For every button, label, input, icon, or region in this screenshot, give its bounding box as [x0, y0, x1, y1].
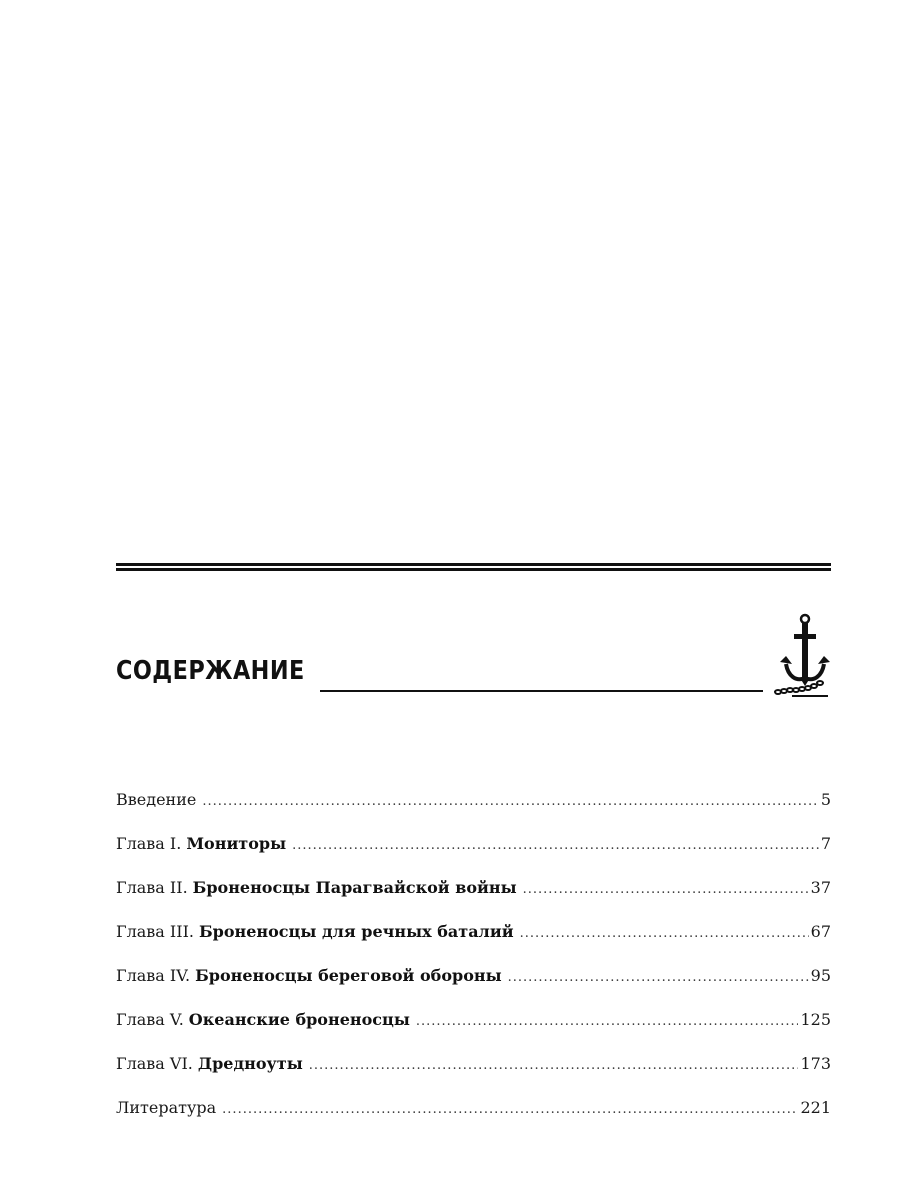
page-title: СОДЕРЖАНИЕ — [116, 656, 305, 686]
toc-page-number: 95 — [810, 966, 831, 985]
dot-leader — [520, 926, 809, 941]
toc-chapter-title: Броненосцы Парагвайской войны — [192, 878, 517, 897]
toc-chapter-title: Броненосцы для речных баталий — [198, 922, 514, 941]
toc-entry-chapter-6[interactable] — [116, 1054, 831, 1098]
toc-chapter-label: Глава III. — [116, 922, 194, 941]
toc-entry-chapter-2[interactable] — [116, 878, 831, 922]
toc-entry-chapter-4[interactable] — [116, 966, 831, 1010]
toc-entry-introduction[interactable] — [116, 790, 831, 834]
toc-chapter-label: Глава VI. — [116, 1054, 193, 1073]
dot-leader — [416, 1014, 799, 1029]
anchor-icon — [772, 612, 834, 704]
dot-leader — [202, 794, 818, 809]
toc-chapter-title: Мониторы — [186, 834, 287, 853]
dot-leader — [292, 838, 819, 853]
toc-page-number: 7 — [820, 834, 831, 853]
dot-leader — [508, 970, 809, 985]
toc-chapter-title: Океанские броненосцы — [188, 1010, 410, 1029]
toc-chapter-label: Глава V. — [116, 1010, 184, 1029]
toc-chapter-label: Введение — [116, 790, 197, 809]
toc-chapter-title: Дредноуты — [197, 1054, 303, 1073]
toc-entry-chapter-1[interactable] — [116, 834, 831, 878]
toc-page-number: 173 — [800, 1054, 831, 1073]
toc-page-number: 221 — [800, 1098, 831, 1117]
toc-page-number: 67 — [810, 922, 831, 941]
toc-entry-literature[interactable] — [116, 1098, 831, 1142]
table-of-contents — [116, 790, 831, 1142]
dot-leader — [309, 1058, 799, 1073]
dot-leader — [523, 882, 809, 897]
top-rule — [116, 563, 831, 566]
toc-chapter-title: Броненосцы береговой обороны — [195, 966, 502, 985]
toc-page-number: 125 — [800, 1010, 831, 1029]
toc-page-number: 5 — [820, 790, 831, 809]
toc-chapter-label: Литература — [116, 1098, 217, 1117]
dot-leader — [222, 1102, 798, 1117]
toc-page-number: 37 — [810, 878, 831, 897]
toc-chapter-label: Глава IV. — [116, 966, 191, 985]
top-rule-secondary — [116, 568, 831, 571]
toc-chapter-label: Глава I. — [116, 834, 182, 853]
toc-chapter-label: Глава II. — [116, 878, 188, 897]
toc-entry-chapter-5[interactable] — [116, 1010, 831, 1054]
toc-entry-chapter-3[interactable] — [116, 922, 831, 966]
title-underline — [320, 690, 763, 692]
